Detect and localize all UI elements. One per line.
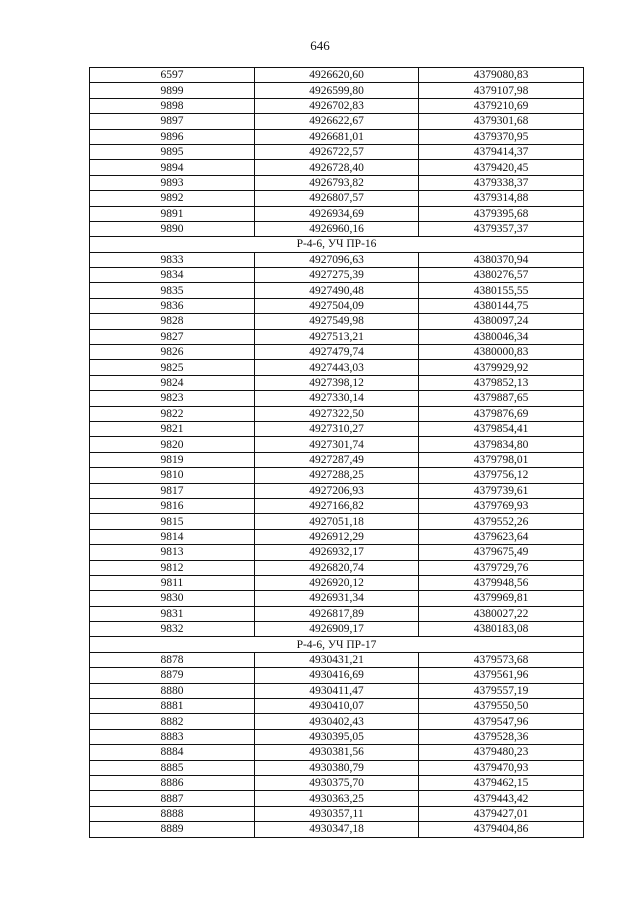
y-coordinate-cell: 4380046,34: [419, 329, 584, 344]
y-coordinate-cell: 4379887,65: [419, 391, 584, 406]
x-coordinate-cell: 4927322,50: [255, 406, 419, 421]
point-number-cell: 8888: [90, 806, 255, 821]
point-number-cell: 9820: [90, 437, 255, 452]
table-row: [90, 545, 584, 560]
y-coordinate-cell: 4379739,61: [419, 483, 584, 498]
x-coordinate-cell: 4930431,21: [255, 652, 419, 667]
x-coordinate-cell: 4927504,09: [255, 298, 419, 313]
table-row: [90, 452, 584, 467]
x-coordinate-cell: 4930357,11: [255, 806, 419, 821]
x-coordinate-cell: 4930381,56: [255, 745, 419, 760]
y-coordinate-cell: 4379427,01: [419, 806, 584, 821]
y-coordinate-cell: 4379550,50: [419, 699, 584, 714]
y-coordinate-cell: 4379357,37: [419, 221, 584, 236]
table-row: [90, 714, 584, 729]
table-row: [90, 575, 584, 590]
y-coordinate-cell: 4379080,83: [419, 68, 584, 83]
y-coordinate-cell: 4380027,22: [419, 606, 584, 621]
table-row: [90, 560, 584, 575]
x-coordinate-cell: 4926722,57: [255, 144, 419, 159]
x-coordinate-cell: 4930416,69: [255, 668, 419, 683]
table-row: [90, 760, 584, 775]
page-number: 646: [310, 38, 330, 53]
y-coordinate-cell: 4379370,95: [419, 129, 584, 144]
y-coordinate-cell: 4379876,69: [419, 406, 584, 421]
y-coordinate-cell: 4380183,08: [419, 622, 584, 637]
table-row: [90, 483, 584, 498]
x-coordinate-cell: 4927479,74: [255, 345, 419, 360]
point-number-cell: 9893: [90, 175, 255, 190]
x-coordinate-cell: 4927443,03: [255, 360, 419, 375]
table-row: [90, 345, 584, 360]
y-coordinate-cell: 4380276,57: [419, 268, 584, 283]
x-coordinate-cell: 4926960,16: [255, 221, 419, 236]
table-row: [90, 775, 584, 790]
table-row: [90, 498, 584, 513]
x-coordinate-cell: 4926622,67: [255, 114, 419, 129]
point-number-cell: 9892: [90, 191, 255, 206]
table-row: [90, 114, 584, 129]
x-coordinate-cell: 4930402,43: [255, 714, 419, 729]
point-number-cell: 9896: [90, 129, 255, 144]
x-coordinate-cell: 4926820,74: [255, 560, 419, 575]
x-coordinate-cell: 4926920,12: [255, 575, 419, 590]
point-number-cell: 9831: [90, 606, 255, 621]
x-coordinate-cell: 4926599,80: [255, 83, 419, 98]
point-number-cell: 9832: [90, 622, 255, 637]
y-coordinate-cell: 4380155,55: [419, 283, 584, 298]
x-coordinate-cell: 4930375,70: [255, 775, 419, 790]
table-row: [90, 683, 584, 698]
table-row: [90, 822, 584, 837]
table-row: [90, 729, 584, 744]
point-number-cell: 9830: [90, 591, 255, 606]
point-number-cell: 9817: [90, 483, 255, 498]
y-coordinate-cell: 4379675,49: [419, 545, 584, 560]
y-coordinate-cell: 4380000,83: [419, 345, 584, 360]
x-coordinate-cell: 4926681,01: [255, 129, 419, 144]
y-coordinate-cell: 4379547,96: [419, 714, 584, 729]
coordinates-table: [89, 67, 584, 838]
table-row: [90, 421, 584, 436]
x-coordinate-cell: 4930363,25: [255, 791, 419, 806]
table-row: [90, 375, 584, 390]
table-row: [90, 652, 584, 667]
y-coordinate-cell: 4379729,76: [419, 560, 584, 575]
point-number-cell: 9826: [90, 345, 255, 360]
table-row: [90, 191, 584, 206]
table-row: [90, 437, 584, 452]
y-coordinate-cell: 4379948,56: [419, 575, 584, 590]
y-coordinate-cell: 4379798,01: [419, 452, 584, 467]
point-number-cell: 9833: [90, 252, 255, 267]
point-number-cell: 9899: [90, 83, 255, 98]
table-row: [90, 806, 584, 821]
y-coordinate-cell: 4379338,37: [419, 175, 584, 190]
point-number-cell: 8879: [90, 668, 255, 683]
point-number-cell: 8886: [90, 775, 255, 790]
y-coordinate-cell: 4379557,19: [419, 683, 584, 698]
point-number-cell: 9823: [90, 391, 255, 406]
point-number-cell: 9811: [90, 575, 255, 590]
x-coordinate-cell: 4927096,63: [255, 252, 419, 267]
y-coordinate-cell: 4379314,88: [419, 191, 584, 206]
point-number-cell: 8887: [90, 791, 255, 806]
table-row: [90, 606, 584, 621]
x-coordinate-cell: 4927490,48: [255, 283, 419, 298]
y-coordinate-cell: 4379552,26: [419, 514, 584, 529]
table-row: [90, 221, 584, 236]
section-header-row: [90, 637, 584, 652]
y-coordinate-cell: 4379443,42: [419, 791, 584, 806]
point-number-cell: 9836: [90, 298, 255, 313]
table-row: [90, 160, 584, 175]
x-coordinate-cell: 4926909,17: [255, 622, 419, 637]
point-number-cell: 9822: [90, 406, 255, 421]
table-row: [90, 298, 584, 313]
x-coordinate-cell: 4927301,74: [255, 437, 419, 452]
x-coordinate-cell: 4926912,29: [255, 529, 419, 544]
point-number-cell: 9825: [90, 360, 255, 375]
point-number-cell: 9894: [90, 160, 255, 175]
x-coordinate-cell: 4926934,69: [255, 206, 419, 221]
x-coordinate-cell: 4927287,49: [255, 452, 419, 467]
section-title: Р-4-6, УЧ ПР-16: [90, 237, 584, 252]
y-coordinate-cell: 4379462,15: [419, 775, 584, 790]
y-coordinate-cell: 4379929,92: [419, 360, 584, 375]
x-coordinate-cell: 4926620,60: [255, 68, 419, 83]
point-number-cell: 9815: [90, 514, 255, 529]
x-coordinate-cell: 4927398,12: [255, 375, 419, 390]
point-number-cell: 9827: [90, 329, 255, 344]
point-number-cell: 6597: [90, 68, 255, 83]
y-coordinate-cell: 4379756,12: [419, 468, 584, 483]
x-coordinate-cell: 4926931,34: [255, 591, 419, 606]
table-row: [90, 791, 584, 806]
x-coordinate-cell: 4926932,17: [255, 545, 419, 560]
point-number-cell: 9813: [90, 545, 255, 560]
y-coordinate-cell: 4379969,81: [419, 591, 584, 606]
table-row: [90, 529, 584, 544]
table-row: [90, 98, 584, 113]
table-row: [90, 252, 584, 267]
x-coordinate-cell: 4930411,47: [255, 683, 419, 698]
y-coordinate-cell: 4379107,98: [419, 83, 584, 98]
y-coordinate-cell: 4379623,64: [419, 529, 584, 544]
point-number-cell: 9828: [90, 314, 255, 329]
table-row: [90, 699, 584, 714]
point-number-cell: 8883: [90, 729, 255, 744]
point-number-cell: 8881: [90, 699, 255, 714]
y-coordinate-cell: 4379854,41: [419, 421, 584, 436]
x-coordinate-cell: 4930395,05: [255, 729, 419, 744]
y-coordinate-cell: 4379528,36: [419, 729, 584, 744]
y-coordinate-cell: 4380144,75: [419, 298, 584, 313]
point-number-cell: 9835: [90, 283, 255, 298]
table-row: [90, 360, 584, 375]
point-number-cell: 9890: [90, 221, 255, 236]
section-header-row: [90, 237, 584, 252]
y-coordinate-cell: 4379470,93: [419, 760, 584, 775]
point-number-cell: 9895: [90, 144, 255, 159]
coordinates-table-body: [90, 68, 584, 838]
point-number-cell: 8885: [90, 760, 255, 775]
y-coordinate-cell: 4379480,23: [419, 745, 584, 760]
x-coordinate-cell: 4927166,82: [255, 498, 419, 513]
section-title: Р-4-6, УЧ ПР-17: [90, 637, 584, 652]
table-row: [90, 129, 584, 144]
point-number-cell: 9824: [90, 375, 255, 390]
y-coordinate-cell: 4379414,37: [419, 144, 584, 159]
y-coordinate-cell: 4379395,68: [419, 206, 584, 221]
table-row: [90, 406, 584, 421]
x-coordinate-cell: 4926702,83: [255, 98, 419, 113]
point-number-cell: 8889: [90, 822, 255, 837]
x-coordinate-cell: 4926793,82: [255, 175, 419, 190]
point-number-cell: 9897: [90, 114, 255, 129]
y-coordinate-cell: 4379301,68: [419, 114, 584, 129]
x-coordinate-cell: 4927549,98: [255, 314, 419, 329]
point-number-cell: 9821: [90, 421, 255, 436]
y-coordinate-cell: 4379561,96: [419, 668, 584, 683]
x-coordinate-cell: 4927206,93: [255, 483, 419, 498]
y-coordinate-cell: 4380097,24: [419, 314, 584, 329]
y-coordinate-cell: 4380370,94: [419, 252, 584, 267]
x-coordinate-cell: 4927051,18: [255, 514, 419, 529]
x-coordinate-cell: 4927275,39: [255, 268, 419, 283]
point-number-cell: 8880: [90, 683, 255, 698]
table-row: [90, 206, 584, 221]
table-row: [90, 745, 584, 760]
point-number-cell: 9814: [90, 529, 255, 544]
x-coordinate-cell: 4926807,57: [255, 191, 419, 206]
point-number-cell: 8882: [90, 714, 255, 729]
table-row: [90, 329, 584, 344]
x-coordinate-cell: 4927288,25: [255, 468, 419, 483]
table-row: [90, 314, 584, 329]
table-row: [90, 514, 584, 529]
table-row: [90, 68, 584, 83]
y-coordinate-cell: 4379769,93: [419, 498, 584, 513]
table-row: [90, 391, 584, 406]
x-coordinate-cell: 4930410,07: [255, 699, 419, 714]
x-coordinate-cell: 4926728,40: [255, 160, 419, 175]
table-row: [90, 144, 584, 159]
point-number-cell: 8884: [90, 745, 255, 760]
table-row: [90, 283, 584, 298]
table-row: [90, 83, 584, 98]
y-coordinate-cell: 4379404,86: [419, 822, 584, 837]
table-row: [90, 468, 584, 483]
table-row: [90, 668, 584, 683]
point-number-cell: 9816: [90, 498, 255, 513]
point-number-cell: 9891: [90, 206, 255, 221]
table-row: [90, 268, 584, 283]
table-row: [90, 622, 584, 637]
x-coordinate-cell: 4927310,27: [255, 421, 419, 436]
x-coordinate-cell: 4927513,21: [255, 329, 419, 344]
point-number-cell: 9812: [90, 560, 255, 575]
point-number-cell: 9898: [90, 98, 255, 113]
x-coordinate-cell: 4927330,14: [255, 391, 419, 406]
point-number-cell: 8878: [90, 652, 255, 667]
point-number-cell: 9819: [90, 452, 255, 467]
x-coordinate-cell: 4930347,18: [255, 822, 419, 837]
table-row: [90, 175, 584, 190]
x-coordinate-cell: 4930380,79: [255, 760, 419, 775]
y-coordinate-cell: 4379834,80: [419, 437, 584, 452]
y-coordinate-cell: 4379420,45: [419, 160, 584, 175]
y-coordinate-cell: 4379210,69: [419, 98, 584, 113]
x-coordinate-cell: 4926817,89: [255, 606, 419, 621]
table-row: [90, 591, 584, 606]
y-coordinate-cell: 4379852,13: [419, 375, 584, 390]
point-number-cell: 9834: [90, 268, 255, 283]
y-coordinate-cell: 4379573,68: [419, 652, 584, 667]
point-number-cell: 9810: [90, 468, 255, 483]
